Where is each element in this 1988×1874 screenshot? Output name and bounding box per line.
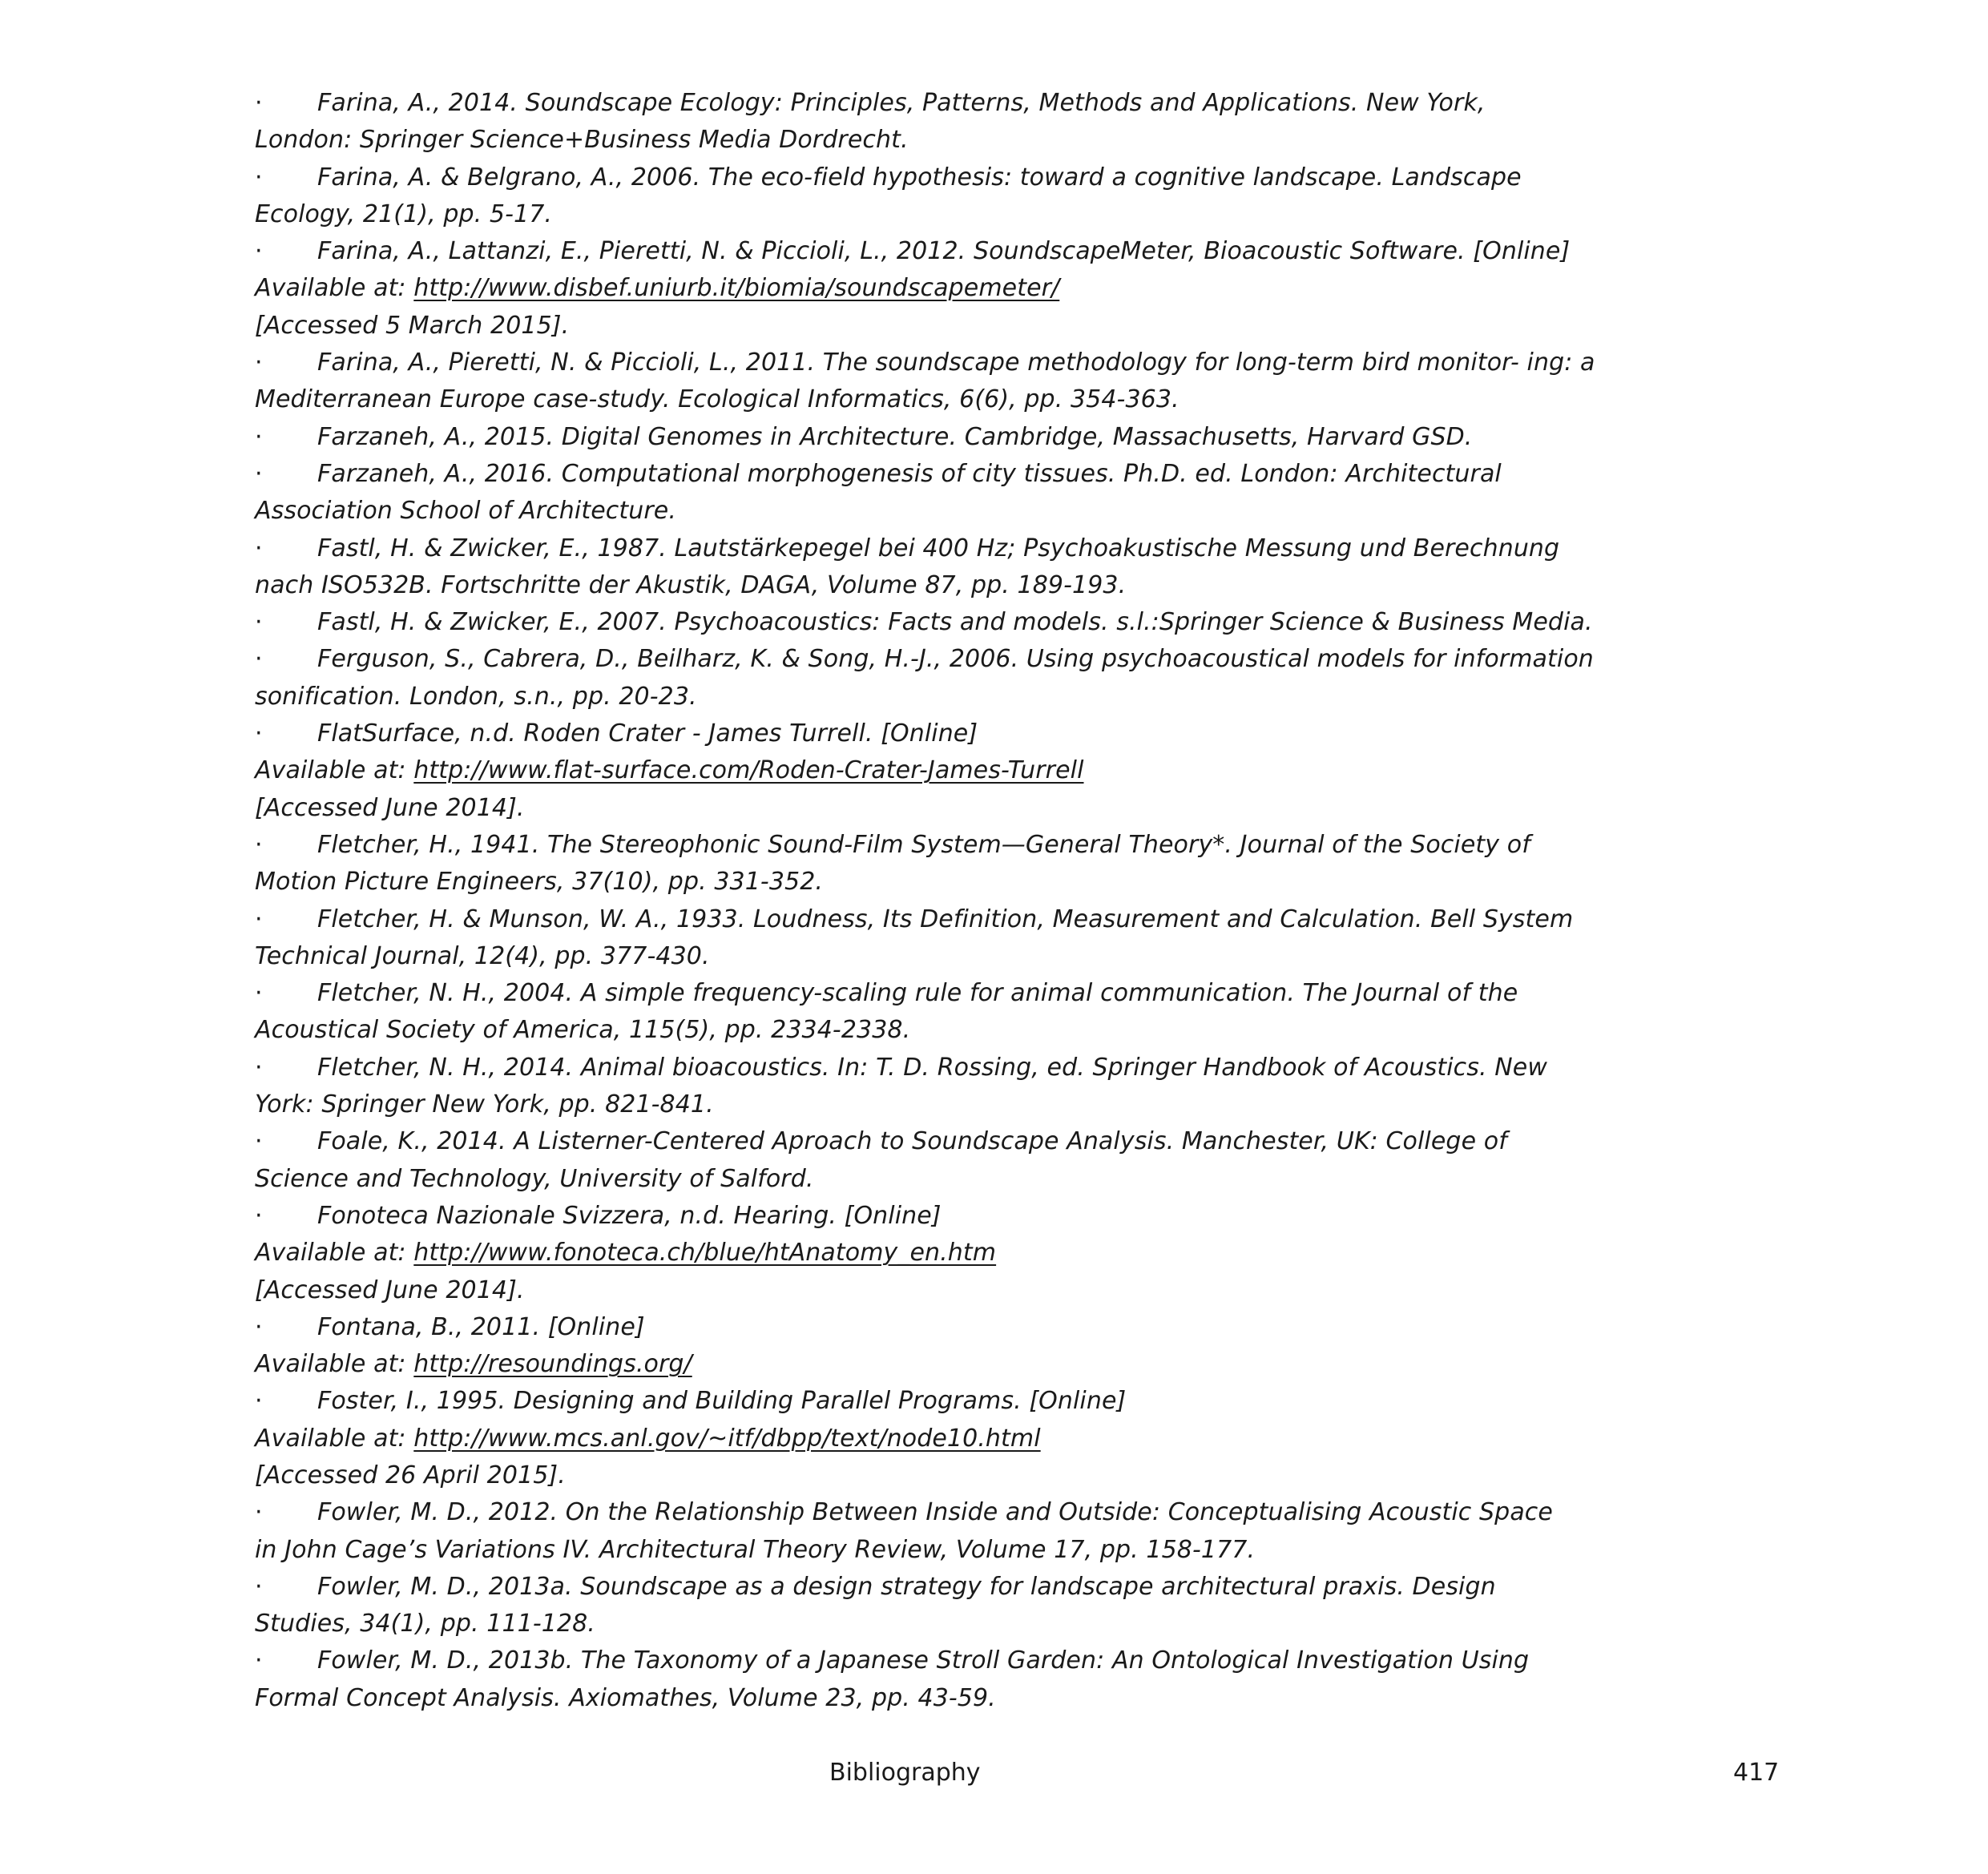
entry-text: Fontana, B., 2011. [Online] bbox=[317, 1312, 645, 1341]
entry-text: Fowler, M. D., 2012. On the Relationship Between Inside and Outside: Conceptualising Acoustic Space bbox=[317, 1498, 1553, 1527]
entry-continuation-line bbox=[255, 1086, 1601, 1123]
bullet-marker: · bbox=[255, 1201, 263, 1230]
bibliography-entry bbox=[255, 345, 1601, 419]
bullet-marker: · bbox=[255, 645, 263, 674]
reference-link[interactable]: http://resoundings.org/ bbox=[413, 1350, 692, 1379]
bullet-marker: · bbox=[255, 1312, 263, 1341]
page-number: 417 bbox=[1733, 1759, 1780, 1787]
entry-first-line bbox=[255, 827, 1601, 864]
bullet-marker: · bbox=[255, 1053, 263, 1082]
entry-continuation-line bbox=[255, 1680, 1601, 1717]
entry-continuation-line bbox=[255, 122, 1601, 159]
available-at-line bbox=[255, 1421, 1601, 1457]
reference-link[interactable]: http://www.mcs.anl.gov/~itf/dbpp/text/node10.html bbox=[413, 1424, 1041, 1453]
entry-text: Fletcher, N. H., 2014. Animal bioacoustics. In: T. D. Rossing, ed. Springer Handbook of Acoustics. New bbox=[317, 1053, 1547, 1082]
bibliography-entry bbox=[255, 1123, 1601, 1198]
accessed-date: [Accessed June 2014]. bbox=[255, 793, 525, 822]
entry-first-line bbox=[255, 1050, 1601, 1086]
bullet-marker: · bbox=[255, 89, 263, 117]
entry-first-line bbox=[255, 1198, 1601, 1235]
available-at-label: Available at: bbox=[255, 274, 414, 303]
available-at-label: Available at: bbox=[255, 756, 414, 785]
bullet-marker: · bbox=[255, 979, 263, 1008]
entry-text: Motion Picture Engineers, 37(10), pp. 331-352. bbox=[255, 868, 824, 897]
entry-text: Fastl, H. & Zwicker, E., 1987. Lautstärkepegel bei 400 Hz; Psychoakustische Messung und Berechnung bbox=[317, 534, 1560, 562]
bibliography-entry bbox=[255, 827, 1601, 901]
entry-first-line bbox=[255, 715, 1601, 752]
available-at-line bbox=[255, 752, 1601, 789]
entry-continuation-line bbox=[255, 493, 1601, 530]
entry-text: Farina, A., Lattanzi, E., Pieretti, N. & Piccioli, L., 2012. SoundscapeMeter, Bioacoustic Software. [Online] bbox=[317, 237, 1571, 266]
entry-text: Association School of Architecture. bbox=[255, 497, 676, 526]
entry-text: Ferguson, S., Cabrera, D., Beilharz, K. & Song, H.-J., 2006. Using psychoacoustical models for information bbox=[317, 645, 1594, 674]
reference-link[interactable]: http://www.flat-surface.com/Roden-Crater-James-Turrell bbox=[413, 756, 1084, 785]
bullet-marker: · bbox=[255, 422, 263, 451]
entry-text: Foale, K., 2014. A Listerner-Centered Aproach to Soundscape Analysis. Manchester, UK: College of bbox=[317, 1127, 1507, 1156]
entry-first-line bbox=[255, 456, 1601, 493]
entry-first-line bbox=[255, 975, 1601, 1012]
bibliography-entry bbox=[255, 641, 1601, 715]
bullet-marker: · bbox=[255, 237, 263, 266]
bullet-marker: · bbox=[255, 1498, 263, 1527]
entry-text: Fonoteca Nazionale Svizzera, n.d. Hearing. [Online] bbox=[317, 1201, 942, 1230]
entry-text: Technical Journal, 12(4), pp. 377-430. bbox=[255, 941, 710, 970]
entry-text: Fastl, H. & Zwicker, E., 2007. Psychoacoustics: Facts and models. s.l.:Springer Science & Business Media. bbox=[317, 608, 1593, 637]
bibliography-entry bbox=[255, 604, 1601, 641]
bullet-marker: · bbox=[255, 349, 263, 377]
entry-first-line bbox=[255, 419, 1601, 456]
entry-first-line bbox=[255, 604, 1601, 641]
bibliography-entry bbox=[255, 1642, 1601, 1717]
bibliography-list bbox=[255, 85, 1601, 1717]
entry-first-line bbox=[255, 159, 1601, 196]
bullet-marker: · bbox=[255, 830, 263, 859]
footer-section-title: Bibliography bbox=[829, 1759, 981, 1787]
entry-first-line bbox=[255, 641, 1601, 678]
entry-continuation-line bbox=[255, 1532, 1601, 1569]
bullet-marker: · bbox=[255, 905, 263, 933]
entry-continuation-line bbox=[255, 864, 1601, 901]
entry-first-line bbox=[255, 1123, 1601, 1160]
entry-text: Acoustical Society of America, 115(5), pp. 2334-2338. bbox=[255, 1016, 911, 1045]
reference-link[interactable]: http://www.fonoteca.ch/blue/htAnatomy_en.htm bbox=[413, 1239, 997, 1267]
bibliography-entry bbox=[255, 159, 1601, 234]
entry-first-line bbox=[255, 530, 1601, 567]
entry-continuation-line bbox=[255, 196, 1601, 233]
entry-text: Science and Technology, University of Salford. bbox=[255, 1164, 814, 1193]
entry-text: Studies, 34(1), pp. 111-128. bbox=[255, 1610, 595, 1638]
accessed-date: [Accessed 5 March 2015]. bbox=[255, 311, 570, 340]
entry-text: Ecology, 21(1), pp. 5-17. bbox=[255, 199, 553, 228]
entry-continuation-line bbox=[255, 1161, 1601, 1198]
entry-text: Farina, A. & Belgrano, A., 2006. The eco-field hypothesis: toward a cognitive landscape. Landscape bbox=[317, 163, 1522, 191]
entry-continuation-line bbox=[255, 1606, 1601, 1642]
bibliography-entry bbox=[255, 1198, 1601, 1309]
entry-first-line bbox=[255, 1494, 1601, 1531]
bibliography-entry bbox=[255, 419, 1601, 456]
bibliography-entry bbox=[255, 1309, 1601, 1384]
accessed-date: [Accessed June 2014]. bbox=[255, 1276, 525, 1304]
available-at-label: Available at: bbox=[255, 1350, 414, 1379]
bullet-marker: · bbox=[255, 163, 263, 191]
bibliography-entry bbox=[255, 85, 1601, 159]
entry-text: Farzaneh, A., 2015. Digital Genomes in Architecture. Cambridge, Massachusetts, Harvard GSD. bbox=[317, 422, 1473, 451]
entry-text: Mediterranean Europe case-study. Ecological Informatics, 6(6), pp. 354-363. bbox=[255, 385, 1179, 414]
entry-continuation-line bbox=[255, 567, 1601, 604]
bibliography-entry bbox=[255, 1494, 1601, 1569]
entry-first-line bbox=[255, 901, 1601, 938]
bullet-marker: · bbox=[255, 1387, 263, 1416]
bullet-marker: · bbox=[255, 1127, 263, 1156]
bullet-marker: · bbox=[255, 459, 263, 488]
entry-text: Fowler, M. D., 2013b. The Taxonomy of a Japanese Stroll Garden: An Ontological Investigation Using bbox=[317, 1646, 1530, 1675]
accessed-date: [Accessed 26 April 2015]. bbox=[255, 1461, 566, 1489]
bullet-marker: · bbox=[255, 1646, 263, 1675]
bibliography-entry bbox=[255, 530, 1601, 605]
entry-text: Formal Concept Analysis. Axiomathes, Volume 23, pp. 43-59. bbox=[255, 1683, 996, 1712]
bibliography-entry bbox=[255, 456, 1601, 530]
entry-continuation-line bbox=[255, 1012, 1601, 1049]
entry-text: Foster, I., 1995. Designing and Building Parallel Programs. [Online] bbox=[317, 1387, 1127, 1416]
available-at-label: Available at: bbox=[255, 1424, 414, 1453]
entry-first-line bbox=[255, 1642, 1601, 1679]
entry-text: York: Springer New York, pp. 821-841. bbox=[255, 1090, 714, 1119]
entry-text: in John Cage’s Variations IV. Architectural Theory Review, Volume 17, pp. 158-177. bbox=[255, 1535, 1256, 1564]
bullet-marker: · bbox=[255, 719, 263, 748]
entry-text: Fletcher, H., 1941. The Stereophonic Sound-Film System—General Theory*. Journal of the Society of bbox=[317, 830, 1530, 859]
bibliography-entry bbox=[255, 901, 1601, 976]
bibliography-entry bbox=[255, 1569, 1601, 1643]
entry-first-line bbox=[255, 1569, 1601, 1606]
entry-text: Fletcher, H. & Munson, W. A., 1933. Loudness, Its Definition, Measurement and Calculation. Bell System bbox=[317, 905, 1574, 933]
entry-text: Fletcher, N. H., 2004. A simple frequency-scaling rule for animal communication. The Journal of the bbox=[317, 979, 1518, 1008]
bullet-marker: · bbox=[255, 1572, 263, 1601]
entry-text: sonification. London, s.n., pp. 20-23. bbox=[255, 682, 697, 711]
entry-continuation-line bbox=[255, 381, 1601, 418]
entry-continuation-line bbox=[255, 938, 1601, 975]
entry-first-line bbox=[255, 1309, 1601, 1346]
available-at-label: Available at: bbox=[255, 1239, 414, 1267]
entry-text: London: Springer Science+Business Media Dordrecht. bbox=[255, 126, 909, 155]
entry-first-line bbox=[255, 1383, 1601, 1420]
bullet-marker: · bbox=[255, 608, 263, 637]
reference-link[interactable]: http://www.disbef.uniurb.it/biomia/soundscapemeter/ bbox=[413, 274, 1060, 303]
entry-continuation-line bbox=[255, 679, 1601, 715]
available-at-line bbox=[255, 1346, 1601, 1383]
entry-text: nach ISO532B. Fortschritte der Akustik, DAGA, Volume 87, pp. 189-193. bbox=[255, 570, 1127, 599]
entry-first-line bbox=[255, 345, 1601, 381]
entry-first-line bbox=[255, 233, 1601, 270]
bibliography-entry bbox=[255, 975, 1601, 1050]
entry-text: Farina, A., 2014. Soundscape Ecology: Principles, Patterns, Methods and Applications. New York, bbox=[317, 89, 1486, 117]
bibliography-entry bbox=[255, 233, 1601, 345]
entry-text: Fowler, M. D., 2013a. Soundscape as a design strategy for landscape architectural praxis. Design bbox=[317, 1572, 1496, 1601]
entry-first-line bbox=[255, 85, 1601, 122]
bullet-marker: · bbox=[255, 534, 263, 562]
entry-text: FlatSurface, n.d. Roden Crater - James Turrell. [Online] bbox=[317, 719, 978, 748]
entry-text: Farina, A., Pieretti, N. & Piccioli, L., 2011. The soundscape methodology for long-term bird monitor- ing: a bbox=[317, 349, 1595, 377]
available-at-line bbox=[255, 270, 1601, 307]
entry-text: Farzaneh, A., 2016. Computational morphogenesis of city tissues. Ph.D. ed. London: Architectural bbox=[317, 459, 1502, 488]
bibliography-entry bbox=[255, 1050, 1601, 1124]
available-at-line bbox=[255, 1235, 1601, 1271]
bibliography-entry bbox=[255, 1383, 1601, 1494]
bibliography-entry bbox=[255, 715, 1601, 827]
